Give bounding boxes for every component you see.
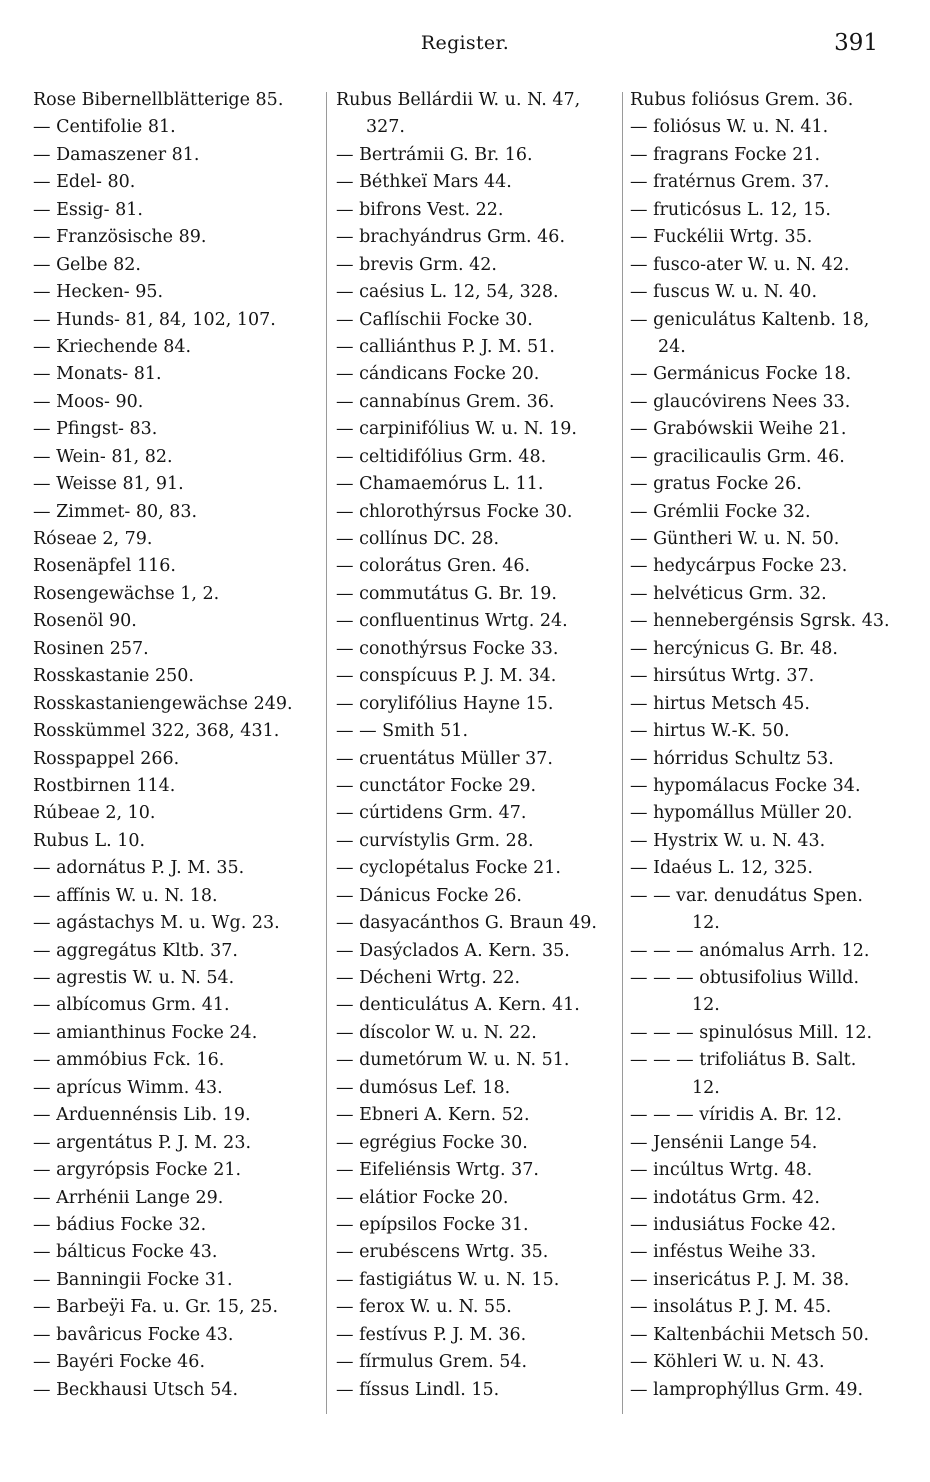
- index-entry: — Béthkeï Mars 44.: [336, 172, 512, 193]
- index-entry: — Barbeÿi Fa. u. Gr. 15, 25.: [33, 1297, 279, 1318]
- index-entry: — hercýnicus G. Br. 48.: [630, 638, 838, 659]
- index-entry: — elátior Focke 20.: [336, 1187, 509, 1208]
- index-entry: Rúbeae 2, 10.: [33, 803, 156, 824]
- index-entry: Rubus foliósus Grem. 36.: [630, 90, 854, 110]
- index-entry: — agrestis W. u. N. 54.: [33, 968, 235, 988]
- index-entry: — celtidifólius Grm. 48.: [336, 446, 547, 467]
- index-entry: — Weisse 81, 91.: [33, 474, 184, 495]
- index-column-1: [33, 87, 321, 1404]
- index-entry: — gracilicaulis Grm. 46.: [630, 446, 845, 467]
- index-entry: — adornátus P. J. M. 35.: [33, 858, 245, 879]
- column-divider: [622, 92, 623, 1414]
- index-entry: — Kaltenbáchii Metsch 50.: [630, 1324, 870, 1345]
- index-entry: — agástachys M. u. Wg. 23.: [33, 913, 280, 934]
- index-entry: — hypomállus Müller 20.: [630, 803, 853, 824]
- index-entry: — argyrópsis Focke 21.: [33, 1160, 242, 1181]
- index-entry: — conothýrsus Focke 33.: [336, 638, 559, 659]
- index-entry: — Bertrámii G. Br. 16.: [336, 144, 533, 165]
- index-entry: — fastigiátus W. u. N. 15.: [336, 1269, 560, 1290]
- index-entry: — Gelbe 82.: [33, 254, 141, 275]
- index-entry: — Wein- 81, 82.: [33, 446, 173, 467]
- index-entry: — hypomálacus Focke 34.: [630, 775, 861, 796]
- index-entry: — aggregátus Kltb. 37.: [33, 940, 238, 961]
- index-entry: — Köhleri W. u. N. 43.: [630, 1352, 825, 1373]
- index-entry: — — — víridis A. Br. 12.: [630, 1105, 842, 1126]
- index-entry: — Französische 89.: [33, 227, 207, 248]
- index-entry: — Centifolie 81.: [33, 117, 176, 138]
- index-entry: — argentátus P. J. M. 23.: [33, 1132, 252, 1153]
- index-entry: — fuscus W. u. N. 40.: [630, 282, 818, 303]
- index-entry: — fruticósus L. 12, 15.: [630, 199, 831, 220]
- index-entry: — confluentinus Wrtg. 24.: [336, 611, 568, 632]
- index-entry: — indotátus Grm. 42.: [630, 1187, 820, 1208]
- index-entry: — hedycárpus Focke 23.: [630, 556, 848, 577]
- index-entry: — Bayéri Focke 46.: [33, 1352, 206, 1373]
- index-entry: — fírmulus Grem. 54.: [336, 1352, 528, 1373]
- index-entry: — inféstus Weihe 33.: [630, 1242, 817, 1263]
- index-entry: Rosskastanie 250.: [33, 666, 194, 687]
- index-entry: — insolátus P. J. M. 45.: [630, 1297, 832, 1318]
- index-entry: — Edel- 80.: [33, 172, 136, 193]
- index-entry: — Güntheri W. u. N. 50.: [630, 529, 840, 549]
- index-entry: — dumósus Lef. 18.: [336, 1077, 511, 1098]
- index-entry: Rosengewächse 1, 2.: [33, 583, 220, 604]
- index-entry: 24.: [658, 336, 686, 357]
- index-entry: — colorátus Gren. 46.: [336, 556, 531, 577]
- index-entry: — Fuckélii Wrtg. 35.: [630, 227, 813, 248]
- index-entry: — — — spinulósus Mill. 12.: [630, 1022, 873, 1043]
- index-entry: — Monats- 81.: [33, 364, 162, 385]
- index-entry: — incúltus Wrtg. 48.: [630, 1160, 813, 1181]
- index-entry: — Grémlii Focke 32.: [630, 501, 811, 522]
- index-entry: — bálticus Focke 43.: [33, 1242, 218, 1263]
- index-entry: — Germánicus Focke 18.: [630, 364, 852, 385]
- index-entry: — bavâricus Focke 43.: [33, 1324, 234, 1345]
- index-entry: — bifrons Vest. 22.: [336, 199, 504, 220]
- index-entry: — indusiátus Focke 42.: [630, 1214, 837, 1235]
- index-entry: Rosenöl 90.: [33, 611, 137, 632]
- index-entry: — erubéscens Wrtg. 35.: [336, 1242, 549, 1263]
- index-entry: — — Smith 51.: [336, 721, 469, 742]
- index-entry: Róseae 2, 79.: [33, 529, 153, 549]
- column-divider: [326, 92, 327, 1414]
- index-entry: — fratérnus Grem. 37.: [630, 172, 830, 193]
- index-entry: — — — trifoliátus B. Salt.: [630, 1050, 857, 1071]
- index-entry: — bádius Focke 32.: [33, 1214, 207, 1235]
- index-entry: — físsus Lindl. 15.: [336, 1379, 500, 1400]
- index-entry: — Essig- 81.: [33, 199, 143, 220]
- index-entry: — ferox W. u. N. 55.: [336, 1297, 512, 1318]
- index-entry: — Idaéus L. 12, 325.: [630, 858, 813, 879]
- index-entry: — cunctátor Focke 29.: [336, 775, 537, 796]
- index-entry: — fusco-ater W. u. N. 42.: [630, 254, 850, 275]
- index-entry: — denticulátus A. Kern. 41.: [336, 995, 580, 1016]
- index-entry: — aprícus Wimm. 43.: [33, 1077, 223, 1098]
- index-column-2: [336, 87, 616, 1404]
- index-entry: — caésius L. 12, 54, 328.: [336, 282, 559, 303]
- index-entry: — collínus DC. 28.: [336, 529, 500, 549]
- index-entry: — Chamaemórus L. 11.: [336, 474, 544, 495]
- index-entry: — Décheni Wrtg. 22.: [336, 968, 521, 988]
- index-entry: — Moos- 90.: [33, 391, 144, 412]
- index-entry: — cúrtidens Grm. 47.: [336, 803, 527, 824]
- index-entry: — Kriechende 84.: [33, 336, 192, 357]
- index-entry: — — — obtusifolius Willd.: [630, 968, 860, 988]
- index-entry: — amianthinus Focke 24.: [33, 1022, 258, 1043]
- index-entry: — Ebneri A. Kern. 52.: [336, 1105, 530, 1126]
- index-entry: — hirtus W.-K. 50.: [630, 721, 790, 742]
- index-entry: — Damaszener 81.: [33, 144, 200, 165]
- index-entry: — carpinifólius W. u. N. 19.: [336, 419, 577, 440]
- index-entry: Rubus L. 10.: [33, 830, 146, 851]
- index-entry: — dasyacánthos G. Braun 49.: [336, 913, 597, 934]
- index-entry: — geniculátus Kaltenb. 18,: [630, 309, 870, 330]
- index-entry: — hórridus Schultz 53.: [630, 748, 834, 769]
- index-entry: — Dasýclados A. Kern. 35.: [336, 940, 570, 961]
- index-entry: — hennebergénsis Sgrsk. 43.: [630, 611, 890, 632]
- index-entry: — Hecken- 95.: [33, 282, 164, 303]
- index-entry: Rubus Bellárdii W. u. N. 47,: [336, 90, 581, 110]
- index-entry: — affínis W. u. N. 18.: [33, 885, 218, 906]
- index-entry: — cruentátus Müller 37.: [336, 748, 553, 769]
- page-header-title: Register.: [420, 32, 510, 54]
- index-entry: — — — anómalus Arrh. 12.: [630, 940, 870, 961]
- index-entry: — fragrans Focke 21.: [630, 144, 821, 165]
- index-entry: — díscolor W. u. N. 22.: [336, 1022, 537, 1043]
- index-entry: — cándicans Focke 20.: [336, 364, 540, 385]
- index-entry: — Hunds- 81, 84, 102, 107.: [33, 309, 276, 330]
- index-column-3: [630, 87, 915, 1404]
- index-entry: — corylifólius Hayne 15.: [336, 693, 554, 714]
- index-entry: — calliánthus P. J. M. 51.: [336, 336, 555, 357]
- index-entry: — dumetórum W. u. N. 51.: [336, 1050, 570, 1071]
- index-entry: — hirsútus Wrtg. 37.: [630, 666, 815, 687]
- index-entry: Rostbirnen 114.: [33, 775, 176, 796]
- index-entry: — ammóbius Fck. 16.: [33, 1050, 225, 1071]
- index-entry: — helvéticus Grm. 32.: [630, 583, 827, 604]
- index-entry: Rosskümmel 322, 368, 431.: [33, 721, 280, 742]
- index-entry: Rosinen 257.: [33, 638, 149, 659]
- page-number: 391: [834, 30, 878, 56]
- index-entry: — epípsilos Focke 31.: [336, 1214, 529, 1235]
- index-entry: — insericátus P. J. M. 38.: [630, 1269, 850, 1290]
- index-entry: — Arrhénii Lange 29.: [33, 1187, 224, 1208]
- index-entry: — Arduennénsis Lib. 19.: [33, 1105, 251, 1126]
- index-entry: — glaucóvirens Nees 33.: [630, 391, 851, 412]
- index-entry: 12.: [692, 995, 720, 1016]
- index-entry: — Banningii Focke 31.: [33, 1269, 233, 1290]
- index-entry: — chlorothýrsus Focke 30.: [336, 501, 573, 522]
- index-entry: — Hystrix W. u. N. 43.: [630, 830, 826, 851]
- index-entry: — hirtus Metsch 45.: [630, 693, 810, 714]
- index-entry: — cannabínus Grem. 36.: [336, 391, 555, 412]
- index-entry: — Dánicus Focke 26.: [336, 885, 522, 906]
- index-entry: — Pfingst- 83.: [33, 419, 158, 440]
- index-entry: — cyclopétalus Focke 21.: [336, 858, 561, 879]
- index-entry: — foliósus W. u. N. 41.: [630, 117, 829, 138]
- index-entry: — Grabówskii Weihe 21.: [630, 419, 847, 440]
- index-entry: 12.: [692, 913, 720, 934]
- index-entry: Rose Bibernellblätterige 85.: [33, 90, 284, 110]
- index-entry: — commutátus G. Br. 19.: [336, 583, 557, 604]
- index-entry: — brachyándrus Grm. 46.: [336, 227, 566, 248]
- index-entry: — — var. denudátus Spen.: [630, 885, 863, 906]
- index-entry: Rosskastaniengewächse 249.: [33, 693, 293, 714]
- index-entry: — egrégius Focke 30.: [336, 1132, 528, 1153]
- index-entry: — festívus P. J. M. 36.: [336, 1324, 527, 1345]
- index-entry: — Zimmet- 80, 83.: [33, 501, 198, 522]
- index-entry: 12.: [692, 1077, 720, 1098]
- index-entry: — Beckhausi Utsch 54.: [33, 1379, 239, 1400]
- index-entry: 327.: [366, 117, 405, 138]
- index-entry: — brevis Grm. 42.: [336, 254, 497, 275]
- index-entry: — Jensénii Lange 54.: [630, 1132, 818, 1153]
- index-entry: — curvístylis Grm. 28.: [336, 830, 534, 851]
- index-entry: — Caflíschii Focke 30.: [336, 309, 533, 330]
- index-entry: — gratus Focke 26.: [630, 474, 802, 495]
- index-entry: — Eifeliénsis Wrtg. 37.: [336, 1160, 539, 1181]
- index-entry: — conspícuus P. J. M. 34.: [336, 666, 557, 687]
- index-entry: Rosspappel 266.: [33, 748, 180, 769]
- index-entry: Rosenäpfel 116.: [33, 556, 176, 577]
- index-entry: — albícomus Grm. 41.: [33, 995, 230, 1016]
- index-entry: — lamprophýllus Grm. 49.: [630, 1379, 864, 1400]
